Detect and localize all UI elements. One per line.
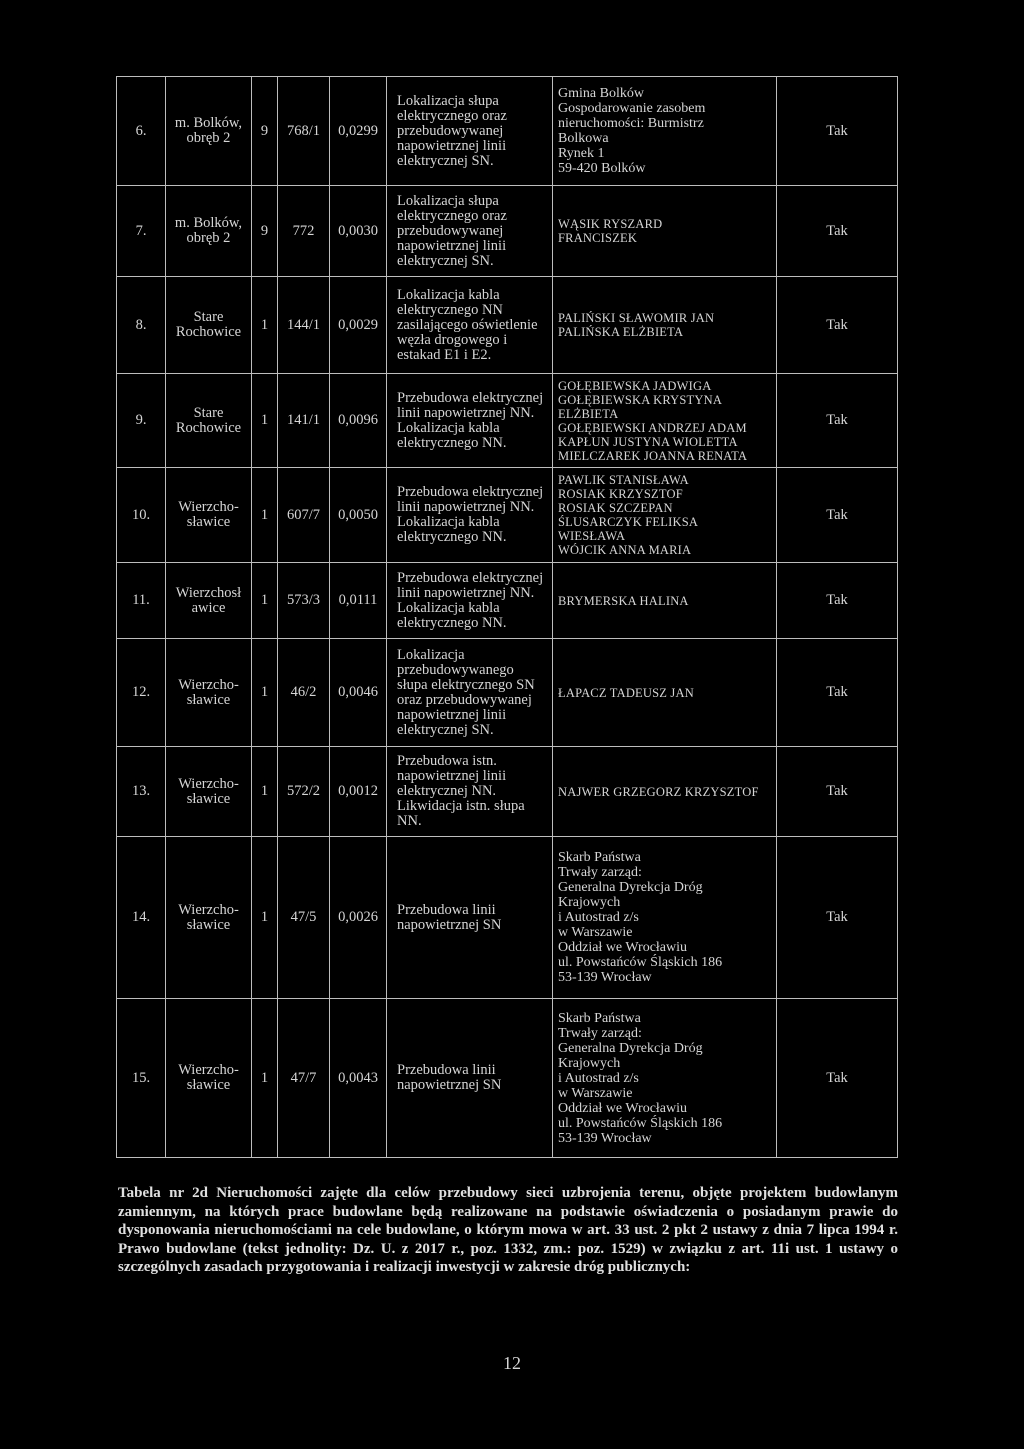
area-cell: 0,0046 <box>330 639 387 747</box>
purpose-cell-line: słupa elektrycznego SN <box>397 676 535 693</box>
purpose-cell-line: napowietrznej SN <box>397 1077 502 1093</box>
location-cell-line: Wierzcho- <box>178 1062 239 1078</box>
owner-cell-line: NAJWER GRZEGORZ KRZYSZTOF <box>558 784 759 799</box>
sheet-number-cell: 1 <box>252 563 278 639</box>
location-cell-line: awice <box>191 599 226 616</box>
location-cell-line: Wierzcho- <box>178 901 239 918</box>
row-number-cell: 15. <box>117 999 166 1158</box>
caption-label: Tabela nr 2d <box>118 1185 208 1201</box>
plot-number-cell: 47/7 <box>278 999 330 1158</box>
location-cell-line: obręb 2 <box>186 230 231 246</box>
location-cell <box>166 747 252 837</box>
purpose-cell-line: Lokalizacja kabla <box>397 599 500 616</box>
owner-cell-line: GOŁĘBIEWSKA JADWIGA <box>558 378 712 393</box>
owner-cell-line: KAPŁUN JUSTYNA WIOLETTA <box>558 434 738 449</box>
owner-cell <box>553 277 777 374</box>
purpose-cell-line: przebudowywanego <box>397 661 514 678</box>
purpose-cell-line: elektrycznego NN. <box>397 529 507 545</box>
location-cell-line: sławice <box>186 790 231 807</box>
owner-cell-line: 59-420 Bolków <box>558 161 646 176</box>
owner-cell <box>553 999 777 1158</box>
purpose-cell-line: napowietrznej linii <box>397 237 507 254</box>
owner-cell-line: ROSIAK KRZYSZTOF <box>558 487 683 501</box>
purpose-cell-line: Lokalizacja słupa <box>397 92 499 109</box>
purpose-cell-line: Przebudowa linii <box>397 1062 496 1078</box>
purpose-cell-line: węzła drogowego i <box>397 331 508 348</box>
plot-number-cell: 572/2 <box>278 747 330 837</box>
purpose-cell-line: elektrycznego NN. <box>397 434 507 451</box>
plot-number-cell: 141/1 <box>278 374 330 468</box>
purpose-cell-line: napowietrznej SN <box>397 916 502 933</box>
consent-cell: Tak <box>777 639 898 747</box>
row-number-cell: 14. <box>117 837 166 999</box>
purpose-cell-line: Lokalizacja kabla <box>397 286 500 303</box>
owner-cell-line: Skarb Państwa <box>558 850 641 865</box>
owner-cell <box>553 639 777 747</box>
purpose-cell-line: napowietrznej linii <box>397 706 507 723</box>
owner-cell-line: GOŁĘBIEWSKI ANDRZEJ ADAM <box>558 420 747 435</box>
sheet-number-cell: 1 <box>252 468 278 563</box>
owner-cell-line: Rynek 1 <box>558 146 605 161</box>
sheet-number-cell: 1 <box>252 837 278 999</box>
sheet-number-cell: 1 <box>252 747 278 837</box>
owner-cell-line: GOŁĘBIEWSKA KRYSTYNA <box>558 392 723 407</box>
area-cell: 0,0050 <box>330 468 387 563</box>
area-cell: 0,0096 <box>330 374 387 468</box>
caption-text: Nieruchomości zajęte dla celów przebudowy sieci uzbrojenia terenu, objęte projektem budowlanym zamiennym, na których prace budowlane będą realizowane na podstawie oświadczenia o posiadanym prawie do dysponowania nieruchomościami na cele budowlane, o którym mowa w art. 33 ust. 2 pkt 2 ustawy z dnia 7 lipca 1994 r. Prawo budowlane (tekst jednolity: Dz. U. z 2017 r., poz. 1332, zm.: poz. 1529) w związku z art. 11i ust. 1 ustawy o szczególnych zasadach przygotowania i realizacji inwestycji w zakresie dróg publicznych: <box>118 1185 899 1275</box>
owner-cell-line: PALIŃSKI SŁAWOMIR JAN <box>558 311 715 325</box>
purpose-cell-line: napowietrznej linii <box>397 768 507 784</box>
purpose-cell <box>387 999 553 1158</box>
owner-cell-line: Gmina Bolków <box>558 86 644 101</box>
owner-cell-line: WÓJCIK ANNA MARIA <box>558 543 692 557</box>
location-cell-line: Wierzcho- <box>178 676 239 693</box>
consent-cell: Tak <box>777 186 898 277</box>
purpose-cell-line: Lokalizacja słupa <box>397 192 499 209</box>
purpose-cell-line: linii napowietrznej NN. <box>397 404 535 421</box>
consent-cell: Tak <box>777 747 898 837</box>
location-cell <box>166 186 252 277</box>
owner-cell-line: Gospodarowanie zasobem <box>558 101 706 116</box>
purpose-cell <box>387 747 553 837</box>
table-row <box>117 374 898 468</box>
row-number-cell: 8. <box>117 277 166 374</box>
row-number-cell: 13. <box>117 747 166 837</box>
area-cell: 0,0029 <box>330 277 387 374</box>
row-number-cell: 11. <box>117 563 166 639</box>
owner-cell-line: 53-139 Wrocław <box>558 970 652 985</box>
page-number: 12 <box>503 1353 521 1373</box>
consent-cell: Tak <box>777 468 898 563</box>
area-cell: 0,0026 <box>330 837 387 999</box>
consent-cell: Tak <box>777 77 898 186</box>
owner-cell-line: ROSIAK SZCZEPAN <box>558 501 673 515</box>
location-cell <box>166 563 252 639</box>
owner-cell <box>553 747 777 837</box>
row-number-cell: 12. <box>117 639 166 747</box>
plot-number-cell: 768/1 <box>278 77 330 186</box>
owner-cell-line: Krajowych <box>558 895 621 910</box>
location-cell-line: sławice <box>186 514 231 530</box>
purpose-cell <box>387 837 553 999</box>
owner-cell-line: 53-139 Wrocław <box>558 1130 652 1146</box>
purpose-cell-line: Przebudowa linii <box>397 901 496 918</box>
purpose-cell-line: Przebudowa istn. <box>397 753 497 769</box>
owner-cell-line: Generalna Dyrekcja Dróg <box>558 1040 703 1056</box>
location-cell-line: Stare <box>193 404 224 421</box>
consent-cell: Tak <box>777 837 898 999</box>
plot-number-cell: 47/5 <box>278 837 330 999</box>
owner-cell-line: i Autostrad z/s <box>558 910 639 925</box>
location-cell-line: obręb 2 <box>186 130 231 146</box>
owner-cell-line: ŁAPACZ TADEUSZ JAN <box>558 685 694 700</box>
row-number-cell: 9. <box>117 374 166 468</box>
owner-cell-line: Oddział we Wrocławiu <box>558 1100 688 1116</box>
location-cell <box>166 639 252 747</box>
consent-cell: Tak <box>777 277 898 374</box>
owner-cell-line: PAWLIK STANISŁAWA <box>558 473 689 487</box>
parcels-table <box>116 76 898 1158</box>
owner-cell-line: WIESŁAWA <box>558 529 626 543</box>
purpose-cell-line: elektrycznego oraz <box>397 107 507 124</box>
owner-cell-line: WĄSIK RYSZARD <box>558 217 663 231</box>
purpose-cell-line: przebudowywanej <box>397 122 504 139</box>
table-row <box>117 468 898 563</box>
location-cell <box>166 277 252 374</box>
table-row <box>117 563 898 639</box>
purpose-cell <box>387 77 553 186</box>
location-cell-line: Rochowice <box>175 419 242 436</box>
purpose-cell <box>387 374 553 468</box>
purpose-cell <box>387 468 553 563</box>
location-cell-line: Rochowice <box>175 324 242 340</box>
consent-cell: Tak <box>777 374 898 468</box>
location-cell-line: sławice <box>186 691 231 708</box>
plot-number-cell: 144/1 <box>278 277 330 374</box>
purpose-cell-line: oraz przebudowywanej <box>397 691 532 708</box>
owner-cell-line: w Warszawie <box>558 925 633 940</box>
owner-cell-line: PALIŃSKA ELŻBIETA <box>558 325 684 339</box>
purpose-cell-line: Lokalizacja kabla <box>397 514 500 530</box>
owner-cell-line: ELŻBIETA <box>558 406 619 421</box>
purpose-cell <box>387 563 553 639</box>
owner-cell-line: Generalna Dyrekcja Dróg <box>558 880 703 895</box>
owner-cell-line: i Autostrad z/s <box>558 1070 639 1086</box>
area-cell: 0,0012 <box>330 747 387 837</box>
plot-number-cell: 573/3 <box>278 563 330 639</box>
area-cell: 0,0111 <box>330 563 387 639</box>
location-cell-line: Wierzchosł <box>175 584 242 601</box>
owner-cell-line: FRANCISZEK <box>558 231 638 245</box>
table-caption <box>118 1184 898 1277</box>
owner-cell <box>553 374 777 468</box>
owner-cell-line: ul. Powstańców Śląskich 186 <box>558 1115 723 1131</box>
purpose-cell-line: elektrycznej SN. <box>397 721 494 738</box>
location-cell-line: m. Bolków, <box>174 115 243 131</box>
plot-number-cell: 46/2 <box>278 639 330 747</box>
owner-cell-line: Oddział we Wrocławiu <box>558 940 688 955</box>
consent-cell: Tak <box>777 999 898 1158</box>
purpose-cell-line: linii napowietrznej NN. <box>397 584 535 601</box>
purpose-cell-line: estakad E1 i E2. <box>397 346 492 363</box>
table-row <box>117 277 898 374</box>
purpose-cell-line: Lokalizacja kabla <box>397 419 500 436</box>
owner-cell-line: ŚLUSARCZYK FELIKSA <box>558 515 699 529</box>
owner-cell <box>553 468 777 563</box>
owner-cell-line: nieruchomości: Burmistrz <box>558 116 704 131</box>
owner-cell <box>553 837 777 999</box>
consent-cell: Tak <box>777 563 898 639</box>
sheet-number-cell: 1 <box>252 277 278 374</box>
sheet-number-cell: 9 <box>252 77 278 186</box>
table-row <box>117 747 898 837</box>
location-cell <box>166 999 252 1158</box>
purpose-cell-line: elektrycznego oraz <box>397 207 507 224</box>
sheet-number-cell: 1 <box>252 999 278 1158</box>
location-cell <box>166 837 252 999</box>
location-cell <box>166 468 252 563</box>
row-number-cell: 10. <box>117 468 166 563</box>
sheet-number-cell: 1 <box>252 639 278 747</box>
plot-number-cell: 772 <box>278 186 330 277</box>
owner-cell-line: w Warszawie <box>558 1085 633 1101</box>
location-cell-line: Wierzcho- <box>178 499 239 515</box>
area-cell: 0,0043 <box>330 999 387 1158</box>
purpose-cell-line: Przebudowa elektrycznej <box>397 389 544 406</box>
location-cell <box>166 77 252 186</box>
parcels-table-body <box>117 77 898 1158</box>
purpose-cell-line: napowietrznej linii <box>397 137 507 154</box>
owner-cell <box>553 77 777 186</box>
owner-cell <box>553 186 777 277</box>
sheet-number-cell: 9 <box>252 186 278 277</box>
purpose-cell-line: elektrycznej NN. <box>397 783 497 799</box>
purpose-cell-line: elektrycznego NN <box>397 301 503 318</box>
area-cell: 0,0299 <box>330 77 387 186</box>
owner-cell-line: Trwały zarząd: <box>558 1025 642 1041</box>
purpose-cell-line: elektrycznego NN. <box>397 614 507 631</box>
owner-cell-line: Krajowych <box>558 1055 621 1071</box>
location-cell-line: sławice <box>186 916 231 933</box>
purpose-cell-line: Przebudowa elektrycznej <box>397 484 544 500</box>
purpose-cell-line: Lokalizacja <box>397 646 465 663</box>
location-cell <box>166 374 252 468</box>
owner-cell-line: ul. Powstańców Śląskich 186 <box>558 955 723 970</box>
location-cell-line: Wierzcho- <box>178 775 239 792</box>
row-number-cell: 7. <box>117 186 166 277</box>
location-cell-line: Stare <box>193 309 224 325</box>
table-row <box>117 639 898 747</box>
table-row <box>117 186 898 277</box>
purpose-cell <box>387 277 553 374</box>
location-cell-line: m. Bolków, <box>174 215 243 231</box>
purpose-cell-line: Przebudowa elektrycznej <box>397 569 544 586</box>
owner-cell-line: MIELCZAREK JOANNA RENATA <box>558 448 748 463</box>
purpose-cell-line: Likwidacja istn. słupa <box>397 798 525 814</box>
plot-number-cell: 607/7 <box>278 468 330 563</box>
purpose-cell-line: przebudowywanej <box>397 222 504 239</box>
owner-cell <box>553 563 777 639</box>
owner-cell-line: BRYMERSKA HALINA <box>558 593 689 608</box>
purpose-cell-line: elektrycznej SN. <box>397 152 494 169</box>
table-row <box>117 77 898 186</box>
purpose-cell-line: elektrycznej SN. <box>397 252 494 269</box>
purpose-cell-line: zasilającego oświetlenie <box>397 316 538 333</box>
owner-cell-line: Skarb Państwa <box>558 1010 641 1026</box>
area-cell: 0,0030 <box>330 186 387 277</box>
location-cell-line: sławice <box>186 1077 231 1093</box>
table-row <box>117 999 898 1158</box>
owner-cell-line: Bolkowa <box>558 131 609 146</box>
purpose-cell-line: linii napowietrznej NN. <box>397 499 535 515</box>
purpose-cell <box>387 639 553 747</box>
table-row <box>117 837 898 999</box>
purpose-cell-line: NN. <box>397 813 422 829</box>
sheet-number-cell: 1 <box>252 374 278 468</box>
purpose-cell <box>387 186 553 277</box>
row-number-cell: 6. <box>117 77 166 186</box>
owner-cell-line: Trwały zarząd: <box>558 865 642 880</box>
